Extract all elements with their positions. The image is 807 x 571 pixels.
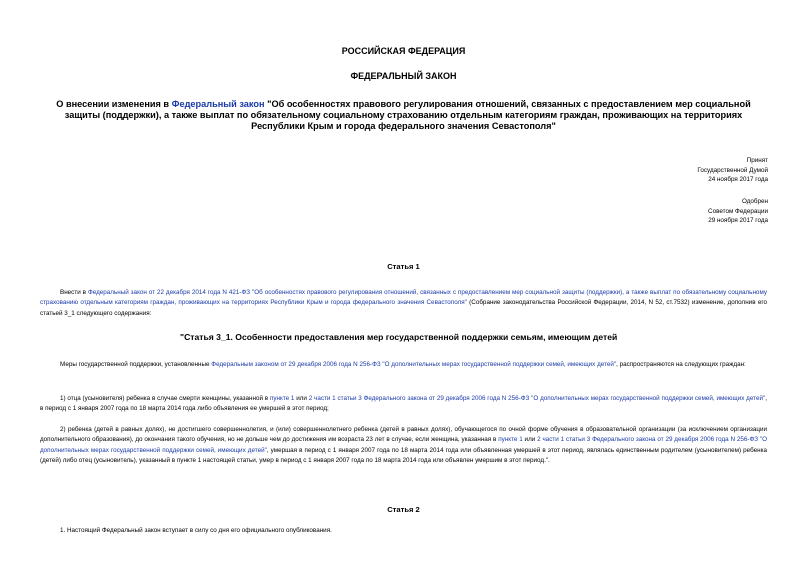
article2-heading: Статья 2 xyxy=(387,505,420,514)
measures-text-2: , распространяются на следующих граждан: xyxy=(616,361,746,368)
title-rest: "Об особенностях правового регулирования отношений, связанных с предоставлением мер социальной защиты (поддержки), а также выплат по обязательному социальному страхованию отдельным категориям граждан, проживающих на территориях Республики Крым и города федерального значения Севастополя" xyxy=(64,99,751,131)
accepted-label: Принят xyxy=(746,157,768,164)
item2-text-1: 2) ребенка (детей в равных долях), не достигшего совершеннолетия, и (или) совершеннолетнего ребенка (детей в равных долях), обучающегося по очной форме обучения в образовательной организации (за исключением организации дополнительного образования), до окончания такого обучения, но не дольше чем до достижения им возраста 23 лет в случае, если женщина, указанная в xyxy=(40,426,767,444)
article1-intro: Внести в xyxy=(60,289,88,296)
approved-by: Советом Федерации xyxy=(708,207,768,215)
approved-label: Одобрен xyxy=(741,198,768,205)
title-link[interactable]: Федеральный закон xyxy=(171,99,265,109)
country-heading: РОССИЙСКАЯ ФЕДЕРАЦИЯ xyxy=(341,46,466,56)
law-421-link[interactable]: Федеральный закон от 22 декабря 2014 года N 421-ФЗ "Об особенностях правового регулирования отношений, связанных с предоставлением мер социальной защиты (поддержки), а также выплат по обязательному социальному страхованию отдельным категориям граждан, проживающих на территориях Республики Крым и города федерального значения Севастополя" xyxy=(40,289,767,307)
item2-link-article3[interactable]: 2 части 1 статьи 3 Федерального закона от 29 декабря 2006 года N 256-ФЗ "О дополнительных мерах государственной поддержки семей, имеющих детей" xyxy=(40,436,768,454)
adoption-accepted xyxy=(568,156,768,185)
item1-text-2: или xyxy=(294,395,309,402)
article2-paragraph: 1. Настоящий Федеральный закон вступает в силу со дня его официального опубликования. xyxy=(60,527,332,534)
measures-text-1: Меры государственной поддержки, установленные xyxy=(60,361,212,368)
law-256-link[interactable]: Федеральным законом от 29 декабря 2006 года N 256-ФЗ "О дополнительных мерах государственной поддержки семей, имеющих детей" xyxy=(211,361,617,368)
measures-paragraph xyxy=(40,360,767,370)
article1-rest: (Собрание законодательства Российской Федерации, 2014, N 52, ст.7532) изменение, дополнив его статьей 3_1 следующего содержания: xyxy=(40,299,767,317)
item1-text-1: 1) отца (усыновителя) ребенка в случае смерти женщины, указанной в xyxy=(60,395,270,402)
item2-link-point1[interactable]: пункте 1 xyxy=(498,436,523,444)
doc-type-heading: ФЕДЕРАЛЬНЫЙ ЗАКОН xyxy=(350,71,457,81)
adoption-approved xyxy=(568,197,768,226)
accepted-date: 24 ноября 2017 года xyxy=(708,176,768,184)
article1-paragraph xyxy=(40,288,767,319)
item2-text-3: , умершая в период с 1 января 2007 года по 18 марта 2014 года или объявленная умершей в этот период, являлась единственным родителем (усыновителем) ребенка (детей) либо отец (усыновитель), указанный в пункте 1 настоящей статьи, умер в период с 1 января 2007 года по 18 марта 2014 года или объявлен умершим в этот период.". xyxy=(40,446,767,464)
new-article-title: "Статья 3_1. Особенности предоставления мер государственной поддержки семьям, имеющим детей xyxy=(180,332,618,342)
item-2-paragraph xyxy=(40,425,767,466)
item1-link-point1[interactable]: пункте 1 xyxy=(269,395,295,402)
law-title xyxy=(40,99,767,132)
item1-text-3: , в период с 1 января 2007 года по 18 марта 2014 года либо объявления ее умершей в этот период; xyxy=(40,395,767,413)
item1-link-article3[interactable]: 2 части 1 статьи 3 Федерального закона от 29 декабря 2006 года N 256-ФЗ "О дополнительных мерах государственной поддержки семей, имеющих детей" xyxy=(308,395,766,402)
item-1-paragraph xyxy=(40,394,767,415)
title-prefix: О внесении изменения в xyxy=(56,99,172,109)
article1-heading: Статья 1 xyxy=(387,262,420,271)
approved-date: 29 ноября 2017 года xyxy=(708,217,768,225)
item2-text-2: или xyxy=(522,436,538,444)
accepted-by: Государственной Думой xyxy=(697,166,768,174)
